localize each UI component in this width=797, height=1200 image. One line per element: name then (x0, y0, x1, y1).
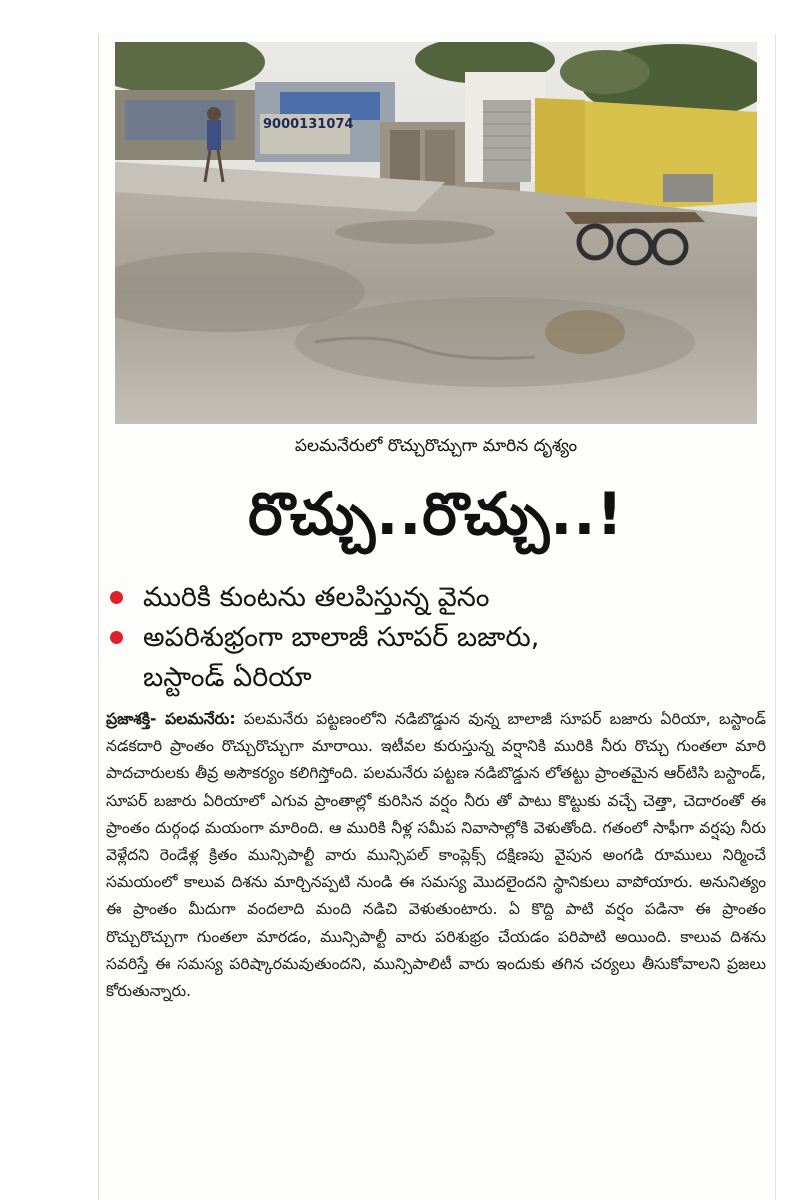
article-body-text: పలమనేరు పట్టణంలోని నడిబొడ్డున వున్న బాలాజీ సూపర్ బజారు ఏరియా, బస్టాండ్ నడకదారి ప్రాంతం రొచ్చురొచ్చుగా మారాయి. ఇటీవల కురుస్తున్న వర్షానికి మురికి నీరు రొచ్చు గుంతలా మారి పాదచారులకు తీవ్ర అసౌకర్యం కలిగిస్తోంది. పలమనేరు పట్టణ నడిబొడ్డున లోతట్టు ప్రాంతమైన ఆర్‌టిసి బస్టాండ్, సూపర్ బజారు ఏరియాలో ఎగువ ప్రాంతాల్లో కురిసిన వర్షం నీరు తో పాటు కొట్టుకు వచ్చే చెత్తా, చెదారంతో ఈ ప్రాంతం దుర్గంధ మయంగా మారింది. ఆ మురికి నీళ్ల సమీప నివాసాల్లోకి వెళుతోంది. గతంలో సాఫీగా వర్షపు నీరు వెళ్లేదని రెండేళ్ల క్రితం మున్సిపాల్టీ వారు మున్సిపల్ కాంప్లెక్స్ దక్షిణపు వైపున అంగడి రూములు నిర్మించే సమయంలో కాలువ దిశను మార్చినప్పటి నుండి ఈ సమస్య మొదలైందని స్థానికులు వాపోయారు. అనునిత్యం ఈ ప్రాంతం మీదుగా వందలాది మంది నడిచి వెళుతుంటారు. ఏ కొద్ది పాటి వర్షం పడినా ఈ ప్రాంతం రొచ్చురొచ్చుగా గుంతలా మారడం, మున్సిపాల్టీ వారు పరిశుభ్రం చేయడం పరిపాటి అయింది. కాలువ దిశను సవరిస్తే ఈ సమస్య పరిష్కారమవుతుందని, మున్సిపాలిటీ వారు ఇందుకు తగిన చర్యలు తీసుకోవాలని ప్రజలు కోరుతున్నారు. (106, 710, 766, 1001)
article-body (106, 706, 766, 1005)
bullet-dot-icon (110, 631, 123, 644)
photo-caption: పలమనేరులో రొచ్చురొచ్చుగా మారిన దృశ్యం (294, 436, 578, 456)
subheadline-bullets (108, 578, 768, 698)
news-photo (115, 42, 757, 424)
bullet-dot-icon (110, 591, 123, 604)
headline: రొచ్చు..రొచ్చు..! (248, 480, 624, 548)
bullet-text: మురికి కుంటను తలపిస్తున్న వైనం (143, 582, 490, 613)
bullet-continuation: బస్టాండ్ ఏరియా (143, 662, 312, 693)
byline: ప్రజాశక్తి- పలమనేరు: (106, 710, 236, 728)
bullet-item (108, 578, 768, 618)
bullet-item (108, 618, 768, 658)
bullet-text: అపరిశుభ్రంగా బాలాజీ సూపర్ బజారు, (143, 622, 540, 653)
wall-sign-number: 9000131074 (263, 117, 354, 132)
